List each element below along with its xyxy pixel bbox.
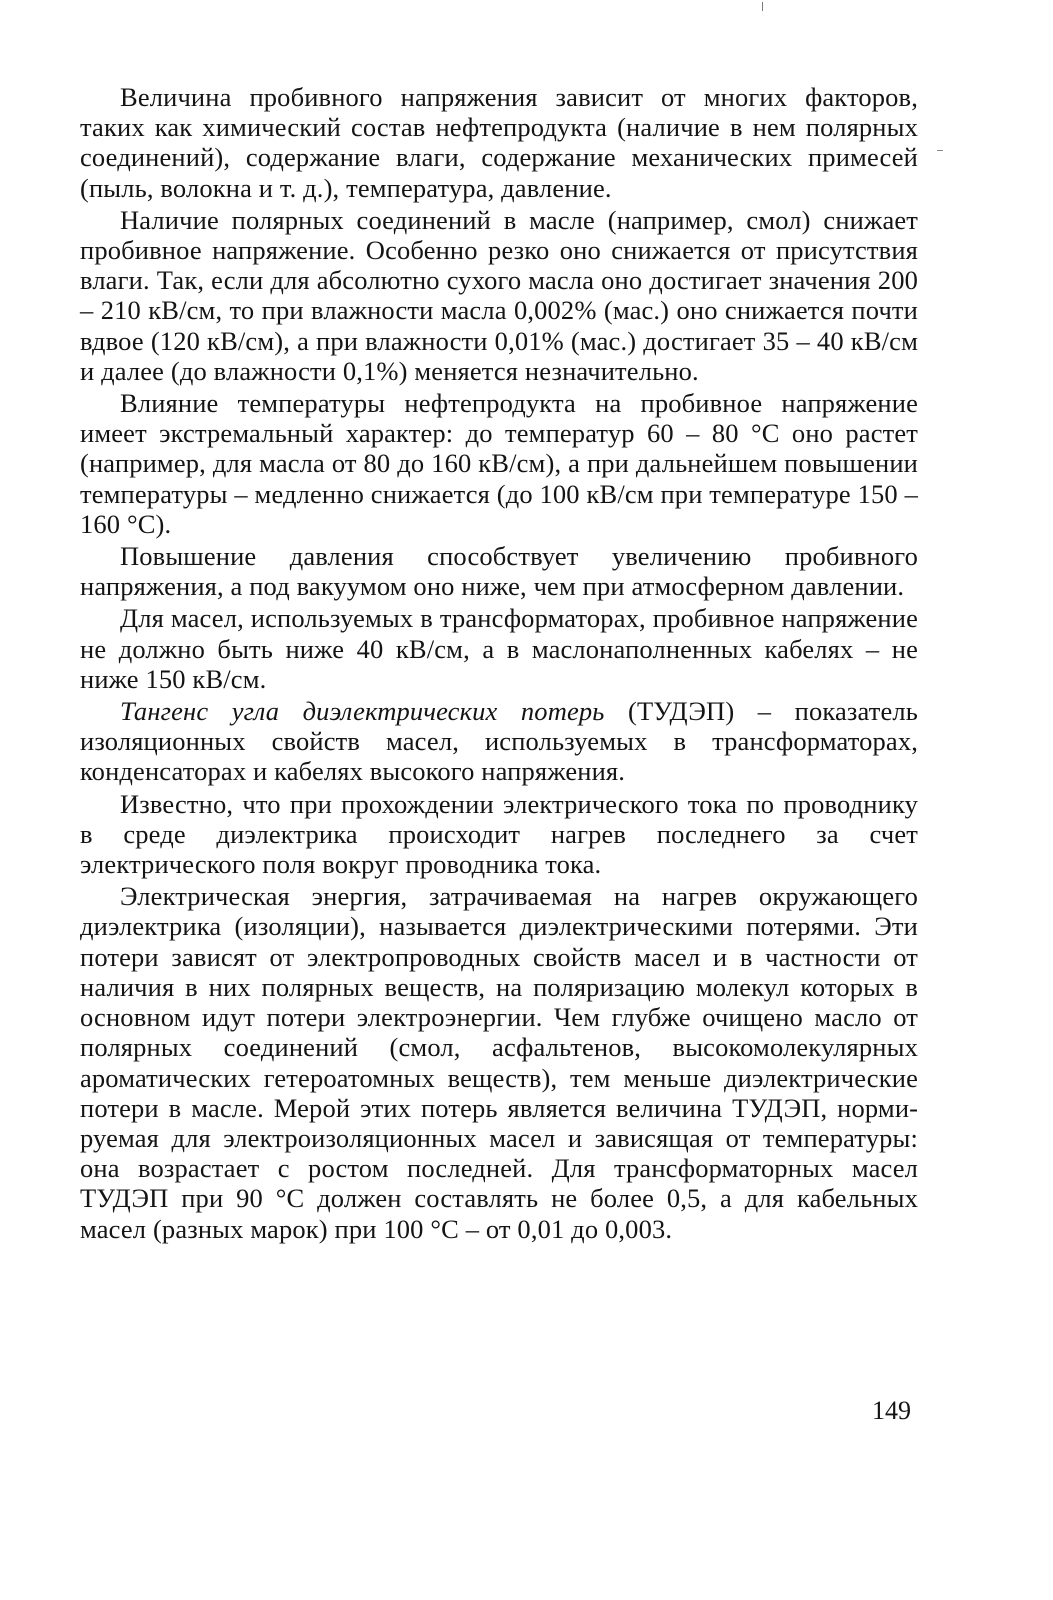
paragraph-transformer-requirements: Для масел, используемых в трансформаторах, пробивное напряжение не должно быть ниже 40 кВ/см, а в маслонаполненных кабелях – не ниже 150 кВ/см. xyxy=(80,603,918,694)
body-text xyxy=(80,82,918,1246)
paragraph-dielectric-losses: Электрическая энергия, затрачиваемая на нагрев окружающего диэлектрика (изоляции), называется диэлектрическими потерями. Эти потери зависят от электропроводных свойств масел и в частности от наличия в них полярных веществ, на поляризацию молекул которых в основном идут потери электроэнергии. Чем глубже очищено масло от полярных соединений (смол, асфальтенов, высокомолекулярных ароматических гетероатомных веществ), тем меньше диэлектрические потери в масле. Мерой этих потерь является величина ТУДЭП, нормируемая для электроизоляционных масел и зависящая от температуры: она возрастает с ростом последней. Для трансформаторных масел ТУДЭП при 90 °С должен составлять не более 0,5, а для кабельных масел (разных марок) при 100 °С – от 0,01 до 0,003. xyxy=(80,881,918,1244)
scan-artifact-dash xyxy=(937,150,943,151)
paragraph-conductor-heating: Известно, что при прохождении электрического тока по проводнику в среде диэлектрика происходит нагрев последнего за счет электрического поля вокруг проводника тока. xyxy=(80,788,918,880)
paragraph-temperature-influence: Влияние температуры нефтепродукта на пробивное напряжение имеет экстремальный характер: до температур 60 – 80 °С оно растет (например, для масла от 80 до 160 кВ/см), а при дальнейшем повышении температуры – медленно снижается (до 100 кВ/см при температуре 150 – 160 °С). xyxy=(80,388,918,539)
definition-text: (ТУДЭП) – показатель изоляционных свойств масел, используемых в трансформаторах, конденсаторах и кабелях высокого напряжения. xyxy=(80,696,918,787)
term-dielectric-loss-tangent: Тангенс угла диэлектрических потерь xyxy=(120,696,605,727)
scan-artifact-mark xyxy=(762,2,763,11)
paragraph-dielectric-loss-definition xyxy=(80,696,918,787)
paragraph-breakdown-voltage-factors: Величина пробивного напряжения зависит от многих факторов, таких как химический состав нефтепродукта (наличие в нем полярных соединений), содержание влаги, содержание механических примесей (пыль, волокна и т. д.), температура, давление. xyxy=(80,82,918,203)
page-number: 149 xyxy=(872,1396,911,1425)
paragraph-pressure-influence: Повышение давления способствует увеличению пробивного напряжения, а под вакуумом оно ниже, чем при атмосферном давлении. xyxy=(80,541,918,602)
paragraph-polar-compounds: Наличие полярных соединений в масле (например, смол) снижает пробивное напряжение. Особенно резко оно снижается от присутствия влаги. Так, если для абсолютно сухого масла оно достигает значения 200 – 210 кВ/см, то при влажности масла 0,002% (мас.) оно снижается почти вдвое (120 кВ/см), а при влажности 0,01% (мас.) достигает 35 – 40 кВ/см и далее (до влажности 0,1%) меняется незначительно. xyxy=(80,204,918,386)
